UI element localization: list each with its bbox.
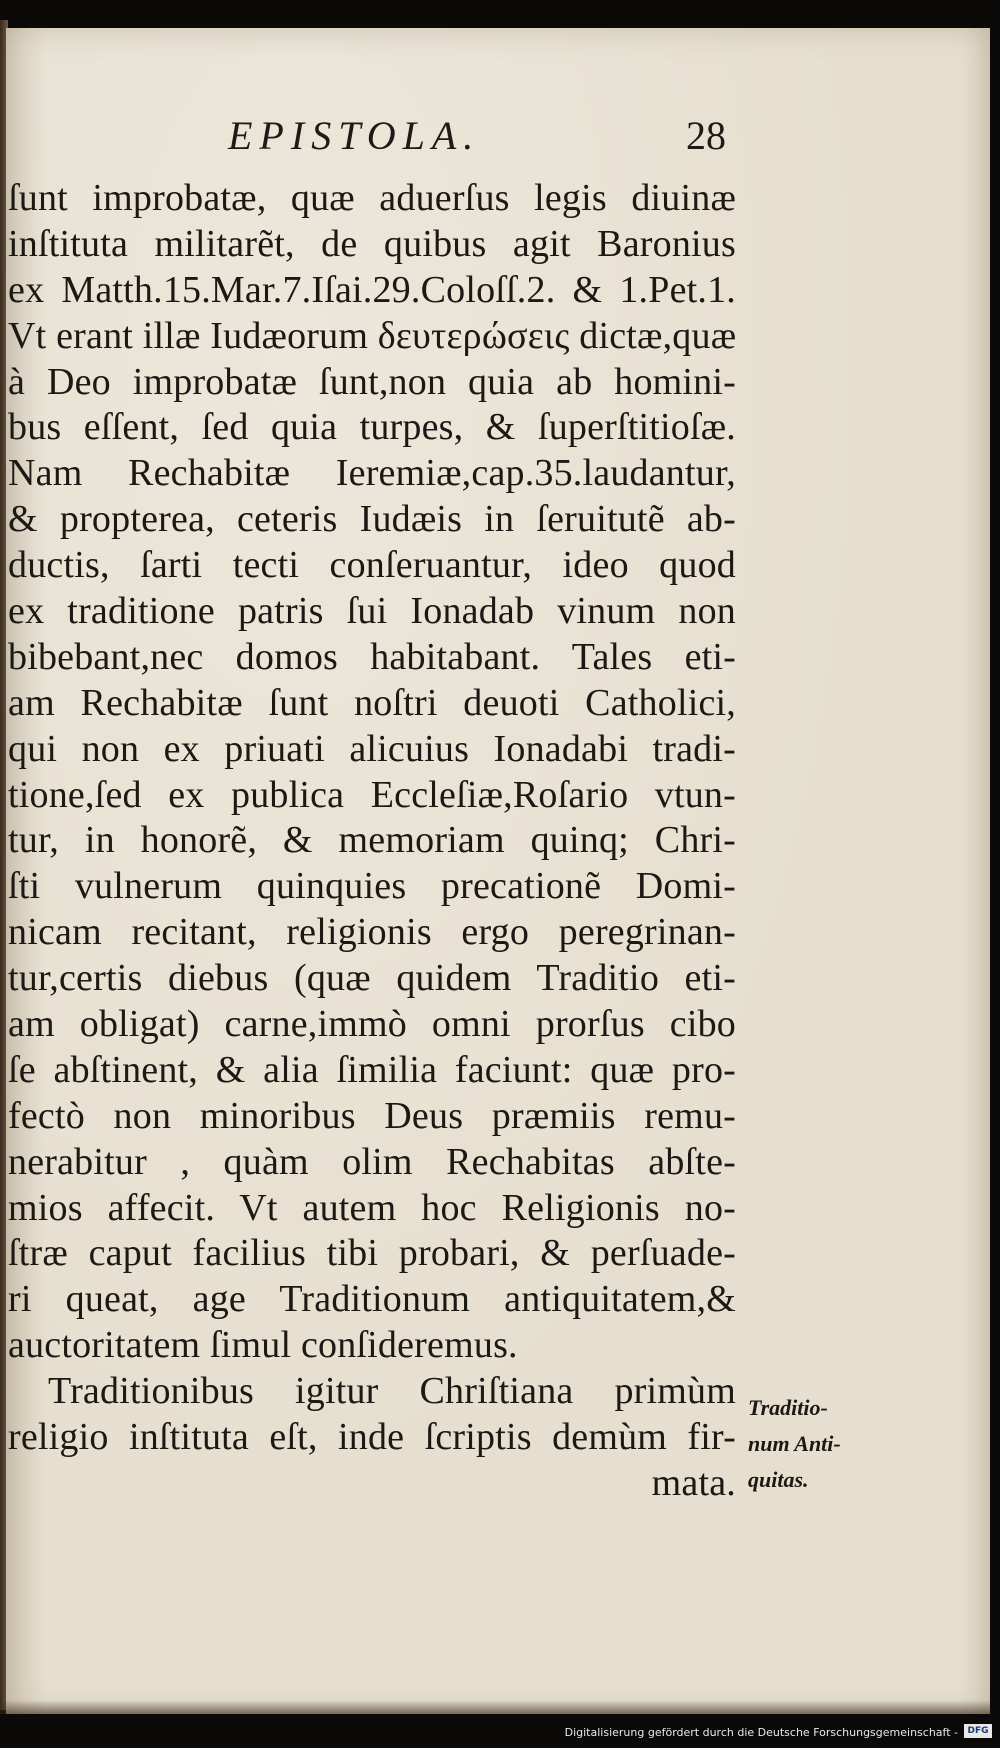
text-line: qui non ex priuati alicuius Ionadabi tradi- [8, 727, 736, 770]
text-line: nerabitur , quàm olim Rechabitas abſte- [8, 1140, 736, 1183]
text-line: tur, in honorẽ, & memoriam quinq; Chri- [8, 819, 736, 862]
text-line: inſtituta militarẽt, de quibus agit Baronius [8, 222, 736, 265]
page-number: 28 [686, 113, 726, 158]
text-line: tione,ſed ex publica Eccleſiæ,Roſario vtun- [8, 773, 736, 816]
text-line-paragraph-start: Traditionibus igitur Chriſtiana primùm [48, 1370, 736, 1413]
body-text [8, 176, 736, 1507]
text-line: Vt erant illæ Iudæorum δευτερώσεις dictæ,quæ [8, 314, 737, 357]
marginal-note-line: num Anti- [748, 1431, 841, 1456]
text-line: ſtræ caput facilius tibi probari, & perſuade- [8, 1232, 736, 1275]
digitization-footer [0, 1718, 1000, 1748]
text-line-paragraph-end: mata. [651, 1461, 736, 1504]
text-line: am obligat) carne,immò omni prorſus cibo [8, 1003, 736, 1046]
text-line: ſunt improbatæ, quæ aduerſus legis diuinæ [8, 177, 736, 219]
dfg-logo-icon: DFG [964, 1724, 992, 1738]
text-line: fectò non minoribus Deus præmiis remu- [8, 1094, 736, 1137]
text-line: mios affecit. Vt autem hoc Religionis no- [8, 1186, 736, 1229]
text-line: Nam Rechabitæ Ieremiæ,cap.35.laudantur, [8, 452, 736, 495]
text-line: auctoritatem ſimul conſideremus. [8, 1324, 518, 1367]
running-head [6, 112, 736, 172]
text-line: & propterea, ceteris Iudæis in ſeruitutẽ ab- [8, 498, 736, 541]
text-line: ex traditione patris ſui Ionadab vinum non [8, 590, 736, 633]
text-line: ri queat, age Traditionum antiquitatem,& [8, 1278, 736, 1321]
text-line: bus eſſent, ſed quia turpes, & ſuperſtitioſæ. [8, 406, 736, 449]
marginal-note-line: Traditio- [748, 1395, 828, 1420]
text-line: am Rechabitæ ſunt noſtri deuoti Catholici, [8, 681, 736, 724]
funding-credit: Digitalisierung gefördert durch die Deutsche Forschungsgemeinschaft - [564, 1726, 958, 1739]
marginal-note-line: quitas. [748, 1467, 809, 1492]
text-line: ſe abſtinent, & alia ſimilia faciunt: quæ pro- [8, 1048, 736, 1091]
text-line: religio inſtituta eſt, inde ſcriptis demùm fir- [8, 1416, 736, 1459]
running-title: EPISTOLA. [228, 113, 481, 158]
text-line: ductis, ſarti tecti conſeruantur, ideo quod [8, 544, 736, 587]
text-line: bibebant,nec domos habitabant. Tales eti- [8, 635, 736, 678]
text-line: nicam recitant, religionis ergo peregrinan- [8, 911, 736, 954]
text-line: ſti vulnerum quinquies precationẽ Domi- [8, 865, 736, 908]
text-line: ex Matth.15.Mar.7.Iſai.29.Coloſſ.2. & 1.Pet.1. [8, 268, 736, 311]
book-page [6, 28, 990, 1714]
text-line: à Deo improbatæ ſunt,non quia ab homini- [8, 360, 736, 403]
text-line: tur,certis diebus (quæ quidem Traditio eti- [8, 957, 736, 1000]
page-bottom-edge [0, 1700, 990, 1714]
marginal-note [748, 1390, 878, 1498]
